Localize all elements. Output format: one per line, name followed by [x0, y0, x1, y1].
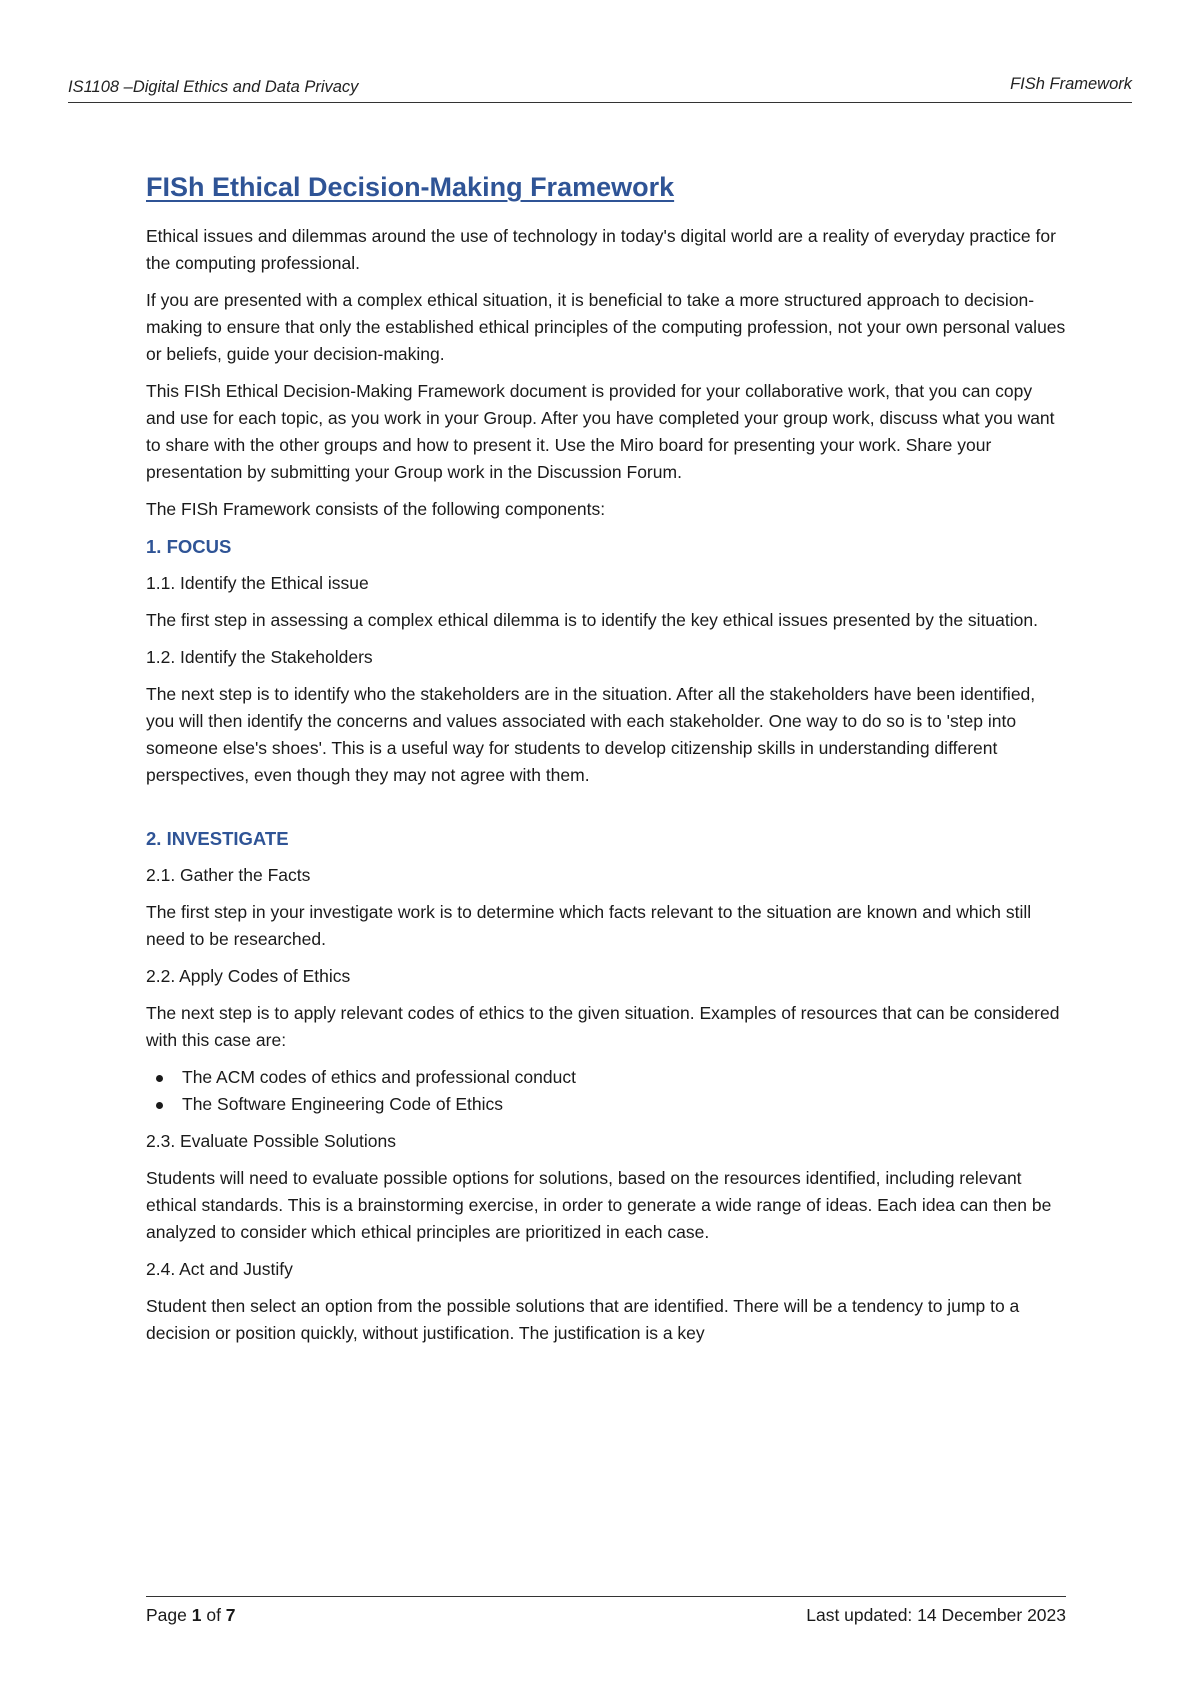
subsection-title-2-1: 2.1. Gather the Facts [146, 865, 311, 886]
page-label: Page [146, 1605, 192, 1625]
section-heading-investigate: 2. INVESTIGATE [146, 828, 289, 850]
bullet-icon [156, 1075, 163, 1082]
page-number [146, 1605, 236, 1626]
subsection-text-1-2: The next step is to identify who the stakeholders are in the situation. After all the stakeholders have been identified, you will then identify the concerns and values associated with each stakeholder. One way to do so is to 'step into someone else's shoes'. This is a useful way for students to develop citizenship skills in understanding different perspectives, even though they may not agree with them. [146, 684, 1036, 786]
list-item-text: The Software Engineering Code of Ethics [182, 1094, 504, 1115]
subsection-text-2-2: The next step is to apply relevant codes of ethics to the given situation. Examples of resources that can be considered with this case are: [146, 1003, 1060, 1051]
list-item-text: The ACM codes of ethics and professional conduct [182, 1067, 576, 1088]
intro-paragraph-1: Ethical issues and dilemmas around the use of technology in today's digital world are a reality of everyday practice for the computing professional. [146, 226, 1056, 274]
intro-paragraph-3: This FISh Ethical Decision-Making Framework document is provided for your collaborative work, that you can copy and use for each topic, as you work in your Group. After you have completed your group work, discuss what you want to share with the other groups and how to present it. Use the Miro board for presenting your work. Share your presentation by submitting your Group work in the Discussion Forum. [146, 381, 1055, 483]
intro-paragraph-2: If you are presented with a complex ethical situation, it is beneficial to take a more structured approach to decision-making to ensure that only the established ethical principles of the computing profession, not your own personal values or beliefs, guide your decision-making. [146, 290, 1066, 365]
intro-paragraph-4: The FISh Framework consists of the following components: [146, 499, 606, 520]
document-title: FISh Ethical Decision-Making Framework [146, 172, 675, 202]
subsection-title-2-3: 2.3. Evaluate Possible Solutions [146, 1131, 397, 1152]
page-footer [146, 1596, 1066, 1625]
section-heading-focus: 1. FOCUS [146, 536, 232, 558]
subsection-text-2-1: The first step in your investigate work is to determine which facts relevant to the situation are known and which still need to be researched. [146, 902, 1032, 950]
subsection-text-2-4: Student then select an option from the possible solutions that are identified. There will be a tendency to jump to a decision or position quickly, without justification. The justification is a key [146, 1296, 1020, 1344]
subsection-title-2-2: 2.2. Apply Codes of Ethics [146, 966, 351, 987]
page-header [68, 72, 1132, 103]
list-item [146, 1091, 1066, 1118]
subsection-title-1-2: 1.2. Identify the Stakeholders [146, 647, 373, 668]
subsection-text-1-1: The first step in assessing a complex ethical dilemma is to identify the key ethical issues presented by the situation. [146, 610, 1038, 631]
page-of-label: of [201, 1605, 226, 1625]
last-updated: Last updated: 14 December 2023 [806, 1605, 1066, 1625]
header-document-name: FISh Framework [1010, 75, 1132, 93]
current-page: 1 [191, 1605, 202, 1625]
subsection-title-1-1: 1.1. Identify the Ethical issue [146, 573, 369, 594]
document-body [146, 170, 1066, 1357]
list-item [146, 1064, 1066, 1091]
total-pages: 7 [225, 1605, 236, 1625]
bullet-icon [156, 1102, 163, 1109]
codes-of-ethics-list [146, 1064, 1066, 1118]
subsection-title-2-4: 2.4. Act and Justify [146, 1259, 293, 1280]
subsection-text-2-3: Students will need to evaluate possible options for solutions, based on the resources identified, including relevant ethical standards. This is a brainstorming exercise, in order to generate a wide range of ideas. Each idea can then be analyzed to consider which ethical principles are prioritized in each case. [146, 1168, 1052, 1243]
header-course-title: IS1108 –Digital Ethics and Data Privacy [68, 78, 359, 96]
